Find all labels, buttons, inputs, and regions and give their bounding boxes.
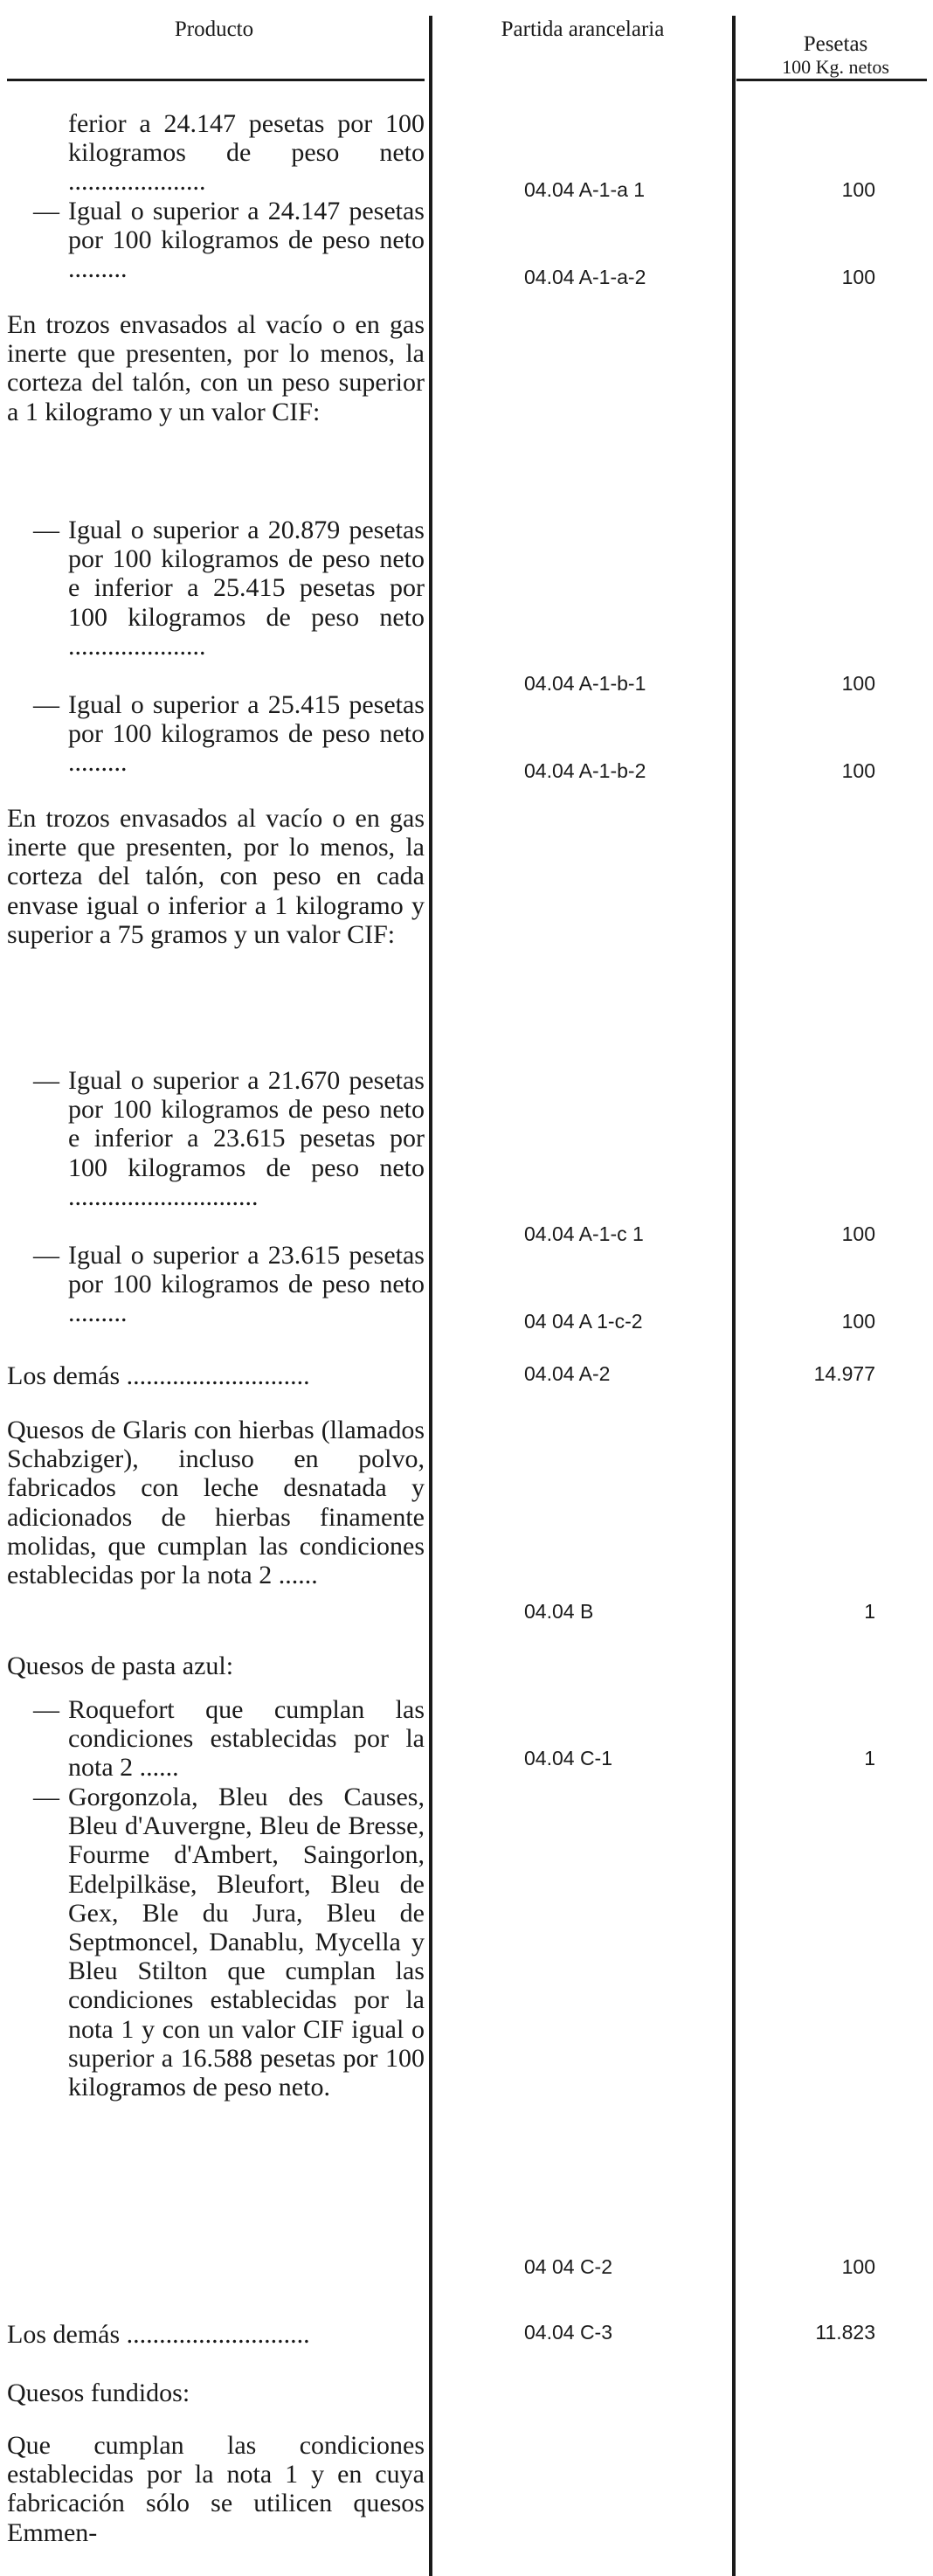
row-description: Igual o superior a 21.670 pesetas por 100 kilogramos de peso neto e inferior a 23.615 pesetas por 100 kilogramos de peso neto ............................. <box>68 1066 425 1211</box>
row-description: Los demás ............................ <box>7 2320 310 2349</box>
row-description: En trozos envasados al vacío o en gas inerte que presenten, por lo menos, la corteza del talón, con un peso superior a 1 kilogramo y un valor CIF: <box>7 310 425 426</box>
row-partida: 04.04 A-1-c 1 <box>524 1222 644 1245</box>
row-pesetas: 100 <box>841 178 875 201</box>
header-rule-producto <box>7 79 425 81</box>
row-partida: 04 04 C-2 <box>524 2255 613 2278</box>
row-partida: 04.04 A-1-b-1 <box>524 672 646 695</box>
row-description: ferior a 24.147 pesetas por 100 kilogramos de peso neto ..................... <box>68 109 425 197</box>
row-description: Quesos de Glaris con hierbas (llamados Schabziger), incluso en polvo, fabricados con leche desnatada y adicionados de hierbas finamente molidas, que cumplan las condiciones establecidas por la nota 2 ...... <box>7 1416 425 1590</box>
column-divider-1 <box>429 16 432 2576</box>
row-partida: 04.04 C-1 <box>524 1747 613 1769</box>
row-dash: — <box>33 516 59 544</box>
row-partida: 04.04 A-2 <box>524 1362 611 1385</box>
row-description: Igual o superior a 25.415 pesetas por 100 kilogramos de peso neto ......... <box>68 690 425 778</box>
row-description: Quesos fundidos: <box>7 2379 190 2407</box>
row-pesetas: 100 <box>841 759 875 782</box>
row-dash: — <box>33 1695 59 1724</box>
header-producto: Producto <box>174 17 254 41</box>
row-pesetas: 100 <box>841 672 875 695</box>
row-pesetas: 14.977 <box>813 1362 875 1385</box>
header-rule-pesetas <box>736 79 927 81</box>
row-description: Roquefort que cumplan las condiciones establecidas por la nota 2 ...... <box>68 1695 425 1783</box>
header-partida: Partida arancelaria <box>501 17 665 41</box>
row-description: Gorgonzola, Bleu des Causes, Bleu d'Auvergne, Bleu de Bresse, Fourme d'Ambert, Saingorlon, Edelpilkäse, Bleufort, Bleu de Gex, Ble du Jura, Bleu de Septmoncel, Danablu, Mycella y Bleu Stilton que cumplan las condiciones establecidas por la nota 1 y con un valor CIF igual o superior a 16.588 pesetas por 100 kilogramos de peso neto. <box>68 1783 425 2102</box>
row-partida: 04.04 C-3 <box>524 2321 613 2344</box>
row-pesetas: 1 <box>864 1600 875 1623</box>
row-description: Que cumplan las condiciones establecidas por la nota 1 y en cuya fabricación sólo se utilicen quesos Emmen- <box>7 2431 425 2547</box>
header-pesetas-title: Pesetas <box>803 32 868 56</box>
row-description: Igual o superior a 23.615 pesetas por 100 kilogramos de peso neto ......... <box>68 1241 425 1328</box>
row-description: En trozos envasados al vacío o en gas inerte que presenten, por lo menos, la corteza del talón, con peso en cada envase igual o inferior a 1 kilogramo y superior a 75 gramos y un valor CIF: <box>7 804 425 949</box>
row-dash: — <box>33 1066 59 1095</box>
row-pesetas: 100 <box>841 266 875 288</box>
row-description: Quesos de pasta azul: <box>7 1652 234 1680</box>
column-divider-2 <box>732 16 736 2576</box>
header-pesetas-unit: 100 Kg. netos <box>782 56 889 78</box>
row-pesetas: 11.823 <box>815 2321 875 2344</box>
row-dash: — <box>33 1241 59 1270</box>
row-description: Igual o superior a 20.879 pesetas por 100 kilogramos de peso neto e inferior a 25.415 pesetas por 100 kilogramos de peso neto ..................... <box>68 516 425 661</box>
row-description: Los demás ............................ <box>7 1361 310 1390</box>
row-dash: — <box>33 1783 59 1811</box>
row-partida: 04 04 A 1-c-2 <box>524 1310 643 1333</box>
row-partida: 04.04 B <box>524 1600 594 1623</box>
row-partida: 04.04 A-1-a-2 <box>524 266 646 288</box>
row-partida: 04.04 A-1-a 1 <box>524 178 646 201</box>
row-pesetas: 100 <box>841 1310 875 1333</box>
row-description: Igual o superior a 24.147 pesetas por 100 kilogramos de peso neto ......... <box>68 197 425 284</box>
row-dash: — <box>33 690 59 719</box>
row-partida: 04.04 A-1-b-2 <box>524 759 646 782</box>
row-pesetas: 1 <box>864 1747 875 1769</box>
row-pesetas: 100 <box>841 1222 875 1245</box>
row-dash: — <box>33 197 59 225</box>
row-pesetas: 100 <box>841 2255 875 2278</box>
